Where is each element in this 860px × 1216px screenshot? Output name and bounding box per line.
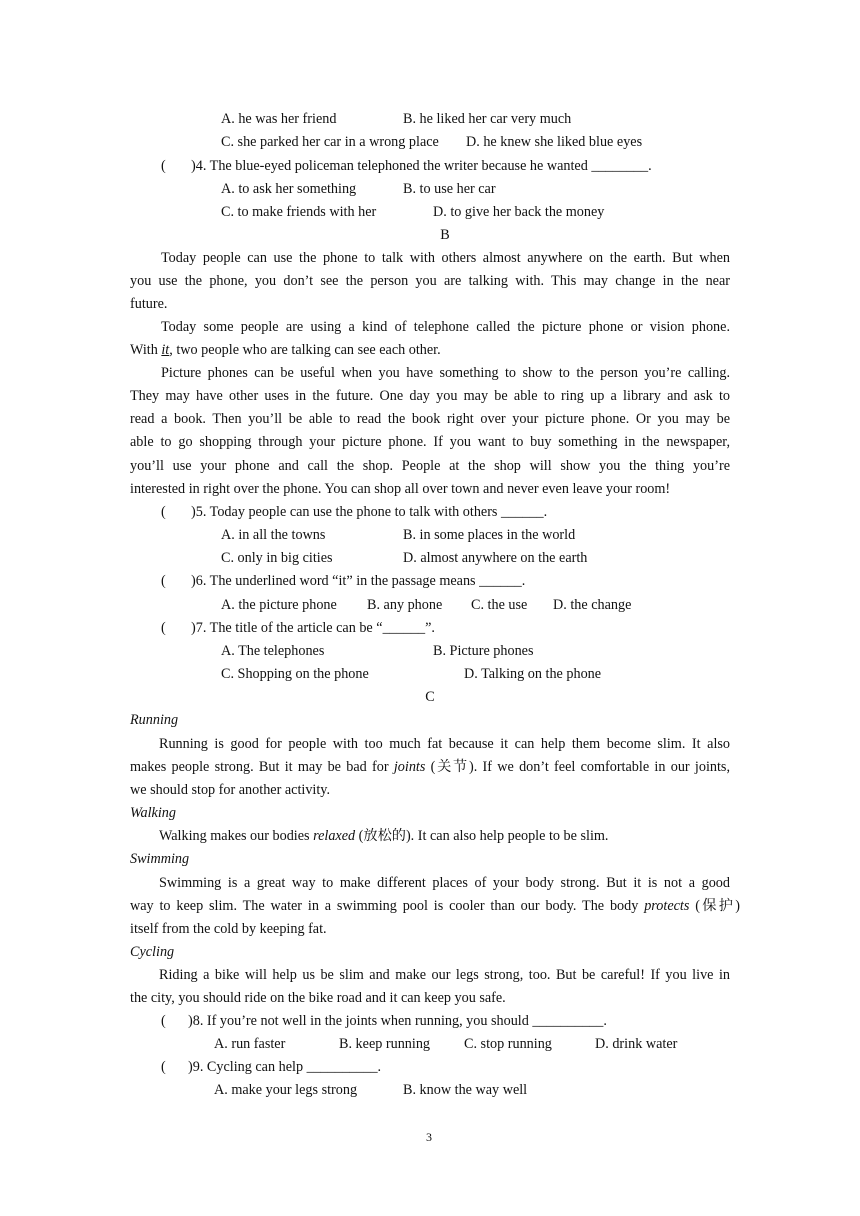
passage-b-p1-line2: you use the phone, you don’t see the person you are talking with. This may change in the near (130, 273, 730, 289)
q7-option-d: D. Talking on the phone (464, 666, 602, 682)
q8-paren: ( (161, 1013, 166, 1029)
swimming-title: Swimming (130, 851, 190, 867)
q8-blank: __________ (532, 1013, 604, 1029)
q7-option-b: B. Picture phones (433, 643, 534, 659)
swimming-line1: Swimming is a great way to make different places of your body strong. But it is not a good (159, 875, 730, 891)
q5-option-a: A. in all the towns (221, 527, 326, 543)
q7-stem: )7. The title of the article can be “______”. (191, 620, 435, 636)
q8-option-b: B. keep running (339, 1036, 431, 1052)
passage-b-p3-line6: interested in right over the phone. You can shop all over town and never even leave your room! (130, 481, 671, 497)
q5-option-d: D. almost anywhere on the earth (403, 550, 588, 566)
q6-option-b: B. any phone (367, 597, 443, 613)
passage-b-p1-line3: future. (130, 296, 168, 312)
passage-b-p3-line3: read a book. Then you’ll be able to read the book right over your picture phone. Or you may be (130, 411, 730, 427)
q6-stem: )6. The underlined word “it” in the passage means ______. (191, 573, 526, 589)
q9-stem: )9. Cycling can help __________. (188, 1059, 382, 1075)
running-title: Running (130, 712, 179, 728)
q6-option-a: A. the picture phone (221, 597, 337, 613)
q4-option-b: B. to use her car (403, 181, 496, 197)
cycling-line1: Riding a bike will help us be slim and make our legs strong, too. But be careful! If you live in (159, 967, 730, 983)
passage-b-p2-line1: Today some people are using a kind of telephone called the picture phone or vision phone. (161, 319, 730, 335)
walking-line1: Walking makes our bodies relaxed (放松的). It can also help people to be slim. (159, 828, 609, 844)
q3-option-a: A. he was her friend (221, 111, 337, 127)
q8-option-a: A. run faster (214, 1036, 286, 1052)
q8-stem: )8. If you’re not well in the joints when running, you should __________. (188, 1013, 607, 1029)
q3-option-c: C. she parked her car in a wrong place (221, 134, 439, 150)
walking-title: Walking (130, 805, 176, 821)
q9-paren: ( (161, 1059, 166, 1075)
running-line3: we should stop for another activity. (130, 782, 331, 798)
q3-option-b: B. he liked her car very much (403, 111, 572, 127)
q4-paren: ( (161, 158, 166, 174)
passage-b-p3-line2: They may have other uses in the future. One day you may be able to ring up a library and ask to (130, 388, 730, 404)
q4-option-a: A. to ask her something (221, 181, 357, 197)
q4-stem: )4. The blue-eyed policeman telephoned the writer because he wanted ________. (191, 158, 652, 174)
q9-option-b: B. know the way well (403, 1082, 528, 1098)
page-number: 3 (426, 1130, 432, 1144)
q9-blank: __________ (306, 1059, 378, 1075)
q3-option-d: D. he knew she liked blue eyes (466, 134, 643, 150)
q5-stem: )5. Today people can use the phone to talk with others ______. (191, 504, 548, 520)
passage-b-p1-line1: Today people can use the phone to talk with others almost anywhere on the earth. But when (161, 250, 730, 266)
q9-option-a: A. make your legs strong (214, 1082, 358, 1098)
q4-option-d: D. to give her back the money (433, 204, 605, 220)
passage-b-p3-line4: able to go shopping through your picture phone. If you want to buy something in the newspaper, (130, 434, 730, 450)
section-c-heading: C (425, 689, 435, 705)
passage-b-p3-line5: you’ll use your phone and call the shop. People at the shop will show you the thing you’re (130, 458, 730, 474)
q6-option-d: D. the change (553, 597, 632, 613)
swimming-line3: itself from the cold by keeping fat. (130, 921, 327, 937)
cycling-line2: the city, you should ride on the bike road and it can keep you safe. (130, 990, 506, 1006)
q5-paren: ( (161, 504, 166, 520)
q5-option-c: C. only in big cities (221, 550, 333, 566)
q5-option-b: B. in some places in the world (403, 527, 576, 543)
passage-b-p2-line2: With it, two people who are talking can see each other. (130, 342, 441, 358)
q7-option-c: C. Shopping on the phone (221, 666, 369, 682)
q7-option-a: A. The telephones (221, 643, 325, 659)
q7-paren: ( (161, 620, 166, 636)
q8-option-d: D. drink water (595, 1036, 678, 1052)
running-line2: makes people strong. But it may be bad for joints (关节). If we don’t feel comfortable in our joints, (130, 759, 730, 775)
q4-option-c: C. to make friends with her (221, 204, 377, 220)
q8-option-c: C. stop running (464, 1036, 552, 1052)
q6-option-c: C. the use (471, 597, 528, 613)
section-b-heading: B (440, 227, 450, 243)
running-line1: Running is good for people with too much fat because it can help them become slim. It also (159, 736, 730, 752)
q6-paren: ( (161, 573, 166, 589)
cycling-title: Cycling (130, 944, 175, 960)
underlined-it: it (161, 342, 170, 358)
swimming-line2: way to keep slim. The water in a swimming pool is cooler than our body. The body protects (保护) (130, 898, 741, 914)
passage-b-p3-line1: Picture phones can be useful when you have something to show to the person you’re calling. (161, 365, 730, 381)
